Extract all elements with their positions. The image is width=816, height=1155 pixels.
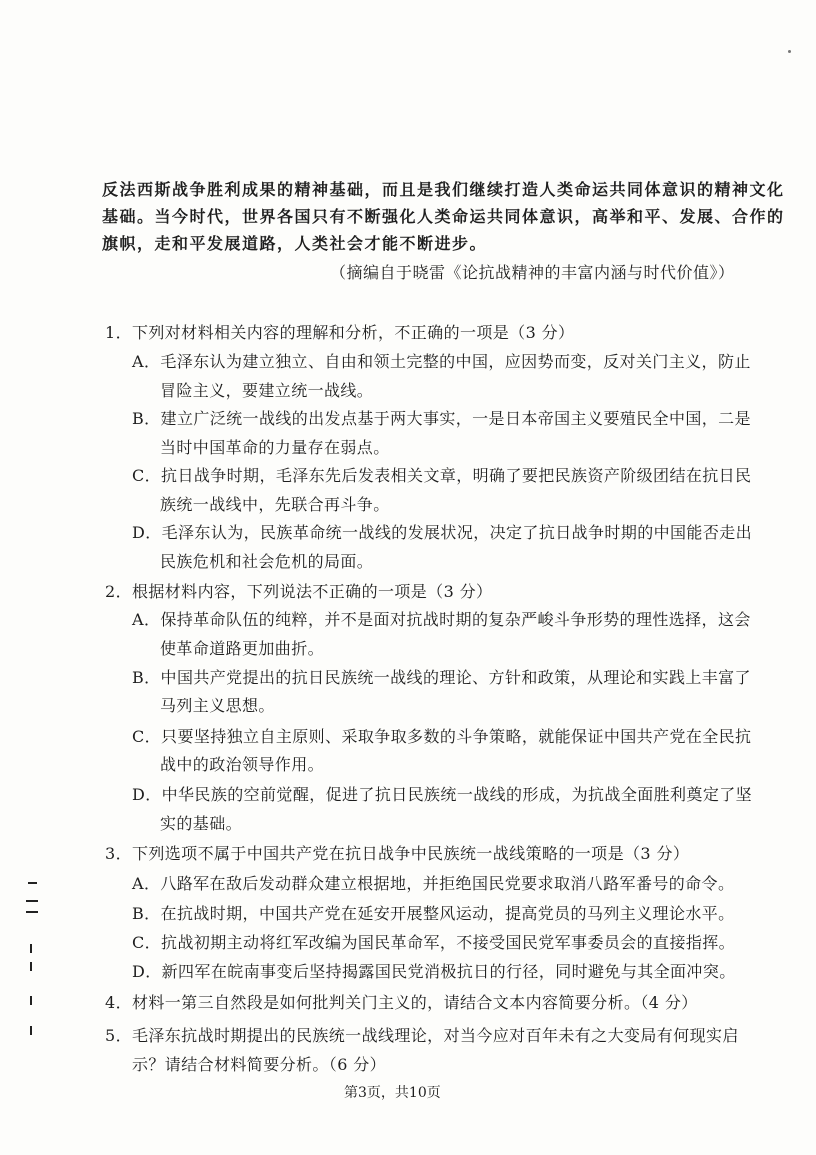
question-5-stem: 5．毛泽东抗战时期提出的民族统一战线理论，对当今应对百年未有之大变局有何现实启: [105, 1026, 739, 1045]
binding-mark: [28, 882, 37, 884]
binding-mark: [30, 1026, 32, 1035]
question-1-option-d: D．毛泽东认为，民族革命统一战线的发展状况，决定了抗日战争时期的中国能否走出: [132, 523, 753, 542]
question-3-option-a: A．八路军在敌后发动群众建立根据地，并拒绝国民党要求取消八路军番号的命令。: [132, 874, 735, 893]
question-4-stem: 4．材料一第三自然段是如何批判关门主义的，请结合文本内容简要分析。（4 分）: [105, 993, 698, 1012]
binding-mark: [30, 996, 32, 1005]
question-1-option-c-cont: 族统一战线中，先联合再斗争。: [160, 495, 390, 514]
question-1-stem: 1．下列对材料相关内容的理解和分析，不正确的一项是（3 分）: [105, 323, 575, 342]
passage-line: 反法西斯战争胜利成果的精神基础，而且是我们继续打造人类命运共同体意识的精神文化: [102, 180, 785, 199]
question-2-option-c-cont: 战中的政治领导作用。: [160, 755, 325, 774]
passage-source: （摘编自于晓雷《论抗战精神的丰富内涵与时代价值》）: [330, 263, 735, 282]
binding-mark: [30, 962, 32, 971]
question-1-option-a: A．毛泽东认为建立独立、自由和领土完整的中国，应因势而变，反对关门主义，防止: [132, 352, 751, 371]
question-2-option-c: C．只要坚持独立自主原则、采取争取多数的斗争策略，就能保证中国共产党在全民抗: [132, 727, 752, 746]
question-1-option-d-cont: 民族危机和社会危机的局面。: [160, 552, 374, 571]
question-2-option-b: B．中国共产党提出的抗日民族统一战线的理论、方针和政策，从理论和实践上丰富了: [132, 668, 751, 687]
binding-mark: [26, 900, 38, 913]
page-number: 第3页，共10页: [344, 1085, 441, 1101]
question-3-option-d: D．新四军在皖南事变后坚持揭露国民党消极抗日的行径，同时避免与其全面冲突。: [132, 962, 736, 981]
question-1-option-b-cont: 当时中国革命的力量存在弱点。: [160, 438, 390, 457]
question-3-stem: 3．下列选项不属于中国共产党在抗日战争中民族统一战线策略的一项是（3 分）: [105, 844, 690, 863]
passage: [102, 176, 785, 257]
passage-line: 旗帜，走和平发展道路，人类社会才能不断进步。: [102, 234, 488, 253]
question-1-option-b: B．建立广泛统一战线的出发点基于两大事实，一是日本帝国主义要殖民全中国，二是: [132, 409, 751, 428]
question-2-option-d-cont: 实的基础。: [160, 814, 243, 833]
binding-mark: [30, 944, 32, 953]
question-2-stem: 2．根据材料内容，下列说法不正确的一项是（3 分）: [105, 582, 493, 601]
scan-speck: [788, 50, 791, 53]
question-2-option-a-cont: 使革命道路更加曲折。: [160, 639, 325, 658]
question-2-option-b-cont: 马列主义思想。: [160, 696, 275, 715]
question-1-option-a-cont: 冒险主义，要建立统一战线。: [160, 381, 374, 400]
question-1-option-c: C．抗日战争时期，毛泽东先后发表相关文章，明确了要把民族资产阶级团结在抗日民: [132, 466, 752, 485]
question-2-option-a: A．保持革命队伍的纯粹，并不是面对抗战时期的复杂严峻斗争形势的理性选择，这会: [132, 610, 751, 629]
question-3-option-b: B．在抗战时期，中国共产党在延安开展整风运动，提高党员的马列主义理论水平。: [132, 904, 735, 923]
question-3-option-c: C．抗战初期主动将红军改编为国民革命军，不接受国民党军事委员会的直接指挥。: [132, 933, 736, 952]
question-2-option-d: D．中华民族的空前觉醒，促进了抗日民族统一战线的形成，为抗战全面胜利奠定了坚: [132, 785, 753, 804]
passage-line: 基础。当今时代，世界各国只有不断强化人类命运共同体意识，高举和平、发展、合作的: [102, 207, 785, 226]
question-5-stem-cont: 示？请结合材料简要分析。（6 分）: [132, 1055, 387, 1074]
